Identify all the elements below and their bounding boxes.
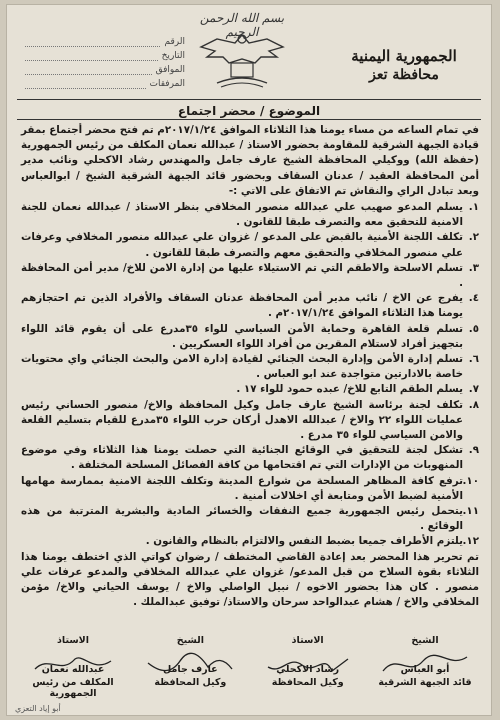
item-number: ١. [468, 201, 479, 214]
photo-credit: أبو إياد التعزي [15, 704, 61, 713]
ref-label: الموافق [155, 65, 185, 75]
letterhead [7, 5, 491, 97]
item-number: ٧. [468, 383, 479, 396]
item-text: يسلم الطقم التابع للاخ/ عبده حمود للواء ١٧ . [236, 383, 463, 396]
item-text: تكلف لجنة برئاسة الشيخ عارف جامل وكيل المحافظة والاخ/ منصور الحساني رئيس عمليات اللواء ٢٢ والاخ / عبدالله الاهدل أركان حرب اللواء ٣٥مدرع للقيام بتسليم القلعة والامن السياسي للواء ٣٥ مدرع . [21, 398, 463, 442]
agreement-item [21, 291, 479, 321]
signatures [17, 635, 481, 707]
agreement-item [21, 230, 479, 260]
agreement-items [21, 200, 479, 550]
item-text: تسلم قلعة القاهرة وحماية الأمن السياسي للواء ٣٥مدرع على أن يقوم قائد اللواء بتجهيز أفراد لاستلام المقرين من أفراد اللواء العسكريين . [21, 322, 463, 350]
signature-name: أبو العباس [400, 664, 450, 675]
signature-block [134, 635, 246, 707]
document-page [6, 4, 492, 716]
signature-title: المكلف من رئيس الجمهورية [32, 677, 114, 699]
signature-title: وكيل المحافظة [271, 677, 344, 688]
item-text: ترفع كافة المظاهر المسلحة من شوارع المدينة وتكلف اللجنة الامنية بممارسة مهامها الأمنية لضبط الأمن ومتابعة أي اخلالات أمنية . [21, 474, 463, 502]
agreement-item [21, 382, 479, 397]
republic-title [339, 47, 469, 83]
ref-corresponding-row [25, 63, 185, 77]
signature-title: وكيل المحافظة [154, 677, 227, 688]
item-text: يلتزم الأطراف جميعا بضبط النفس والالتزام بالنظام والقانون . [145, 535, 463, 548]
signature-role: الشيخ [176, 635, 204, 646]
item-text: تسلم إدارة الأمن وإدارة البحث الجنائي لقيادة إدارة الامن والبحث الجنائي واي محتويات خاصة بالادارتين متواجدة عند ابو العباس . [21, 353, 463, 381]
ref-label: المرفقات [149, 79, 185, 89]
governorate-name: محافظة تعز [369, 67, 439, 83]
item-text: تشكل لجنة للتحقيق في الوقائع الجنائية التي حصلت يومنا هذا الثلاثاء وفي موضوع المنهوبات من الإدارات التي تم اقتحامها من كافة الفصائل المسلحة المختلفة . [21, 444, 463, 472]
signature-block [252, 635, 364, 707]
country-name: الجمهورية اليمنية [351, 47, 457, 65]
signature-role: الشيخ [411, 635, 439, 646]
handwritten-signature [144, 649, 236, 679]
signature-block [17, 635, 129, 707]
item-number: ٤. [468, 292, 479, 305]
agreement-item [21, 504, 479, 534]
item-text: يتحمل رئيس الجمهورية جميع النفقات والخسائر المادية والبشرية المترتبة من هذه الوقائع . [21, 505, 463, 533]
agreement-item [21, 322, 479, 352]
item-number: ٨. [468, 398, 479, 411]
agreement-item [21, 261, 479, 291]
ref-label: التاريخ [161, 51, 185, 61]
ref-label: الرقم [164, 37, 185, 47]
ref-number-row [25, 35, 185, 49]
ref-attachments-row [25, 77, 185, 91]
subject-line: الموضوع / محضر اجتماع [177, 104, 321, 118]
agreement-item [21, 443, 479, 473]
eagle-emblem-icon [187, 13, 297, 93]
item-number: ٣. [468, 261, 479, 274]
handwritten-signature [379, 649, 471, 679]
signature-name: عارف جامل [163, 664, 218, 675]
signature-role: الاستاذ [291, 635, 324, 646]
signature-name: عبدالله نعمان [41, 664, 105, 675]
signature-name: رشاد الاكحلي [276, 664, 340, 675]
item-text: تكلف اللجنة الأمنية بالقبض على المدعو / غزوان علي عبدالله منصور المخلافي وعرفات علي منصور المخلافي والتحقيق معهم والتصرف طبقا للقانون . [21, 231, 463, 259]
agreement-item [21, 352, 479, 382]
intro-paragraph: في تمام الساعه من مساء يومنا هذا الثلاثاء الموافق ٢٠١٧/١/٢٤م تم فتح محضر أجتماع بمقر قيادة الجبهة الشرقية للمقاومة بحضور الاستاذ / عبدالله نعمان المكلف من رئيس الجمهورية (حفظة الله) ووكيلي المحافظة الشيخ عارف جامل والمهندس رشاد الاكحلي ونائب مدير أمن المحافظة العقيد / عدنان السقاف وبحضور قائد الجبهة الشرقية الشيخ / ابوالعباس وبعد تبادل الراي والنقاش تم الاتفاق على الاتي :- [21, 124, 480, 197]
subject-divider [17, 119, 481, 120]
agreement-item [21, 398, 479, 444]
handwritten-signature [262, 649, 354, 679]
item-number: ٦. [468, 353, 479, 366]
ref-date-row [25, 49, 185, 63]
item-number: ١٠. [462, 474, 479, 487]
item-text: يفرج عن الاخ / نائب مدير أمن المحافظة عدنان السقاف والأفراد الذين تم احتجازهم يومنا هذا الثلاثاء الموافق ٢٠١٧/١/٢٤م . [21, 292, 463, 320]
header-divider [17, 99, 481, 100]
minutes-body [21, 123, 479, 612]
handwritten-signature [27, 649, 119, 679]
agreement-item [21, 534, 479, 549]
signature-role: الاستاذ [57, 635, 90, 646]
item-number: ٩. [468, 444, 479, 457]
reference-fields [25, 35, 185, 91]
item-text: يسلم المدعو صهيب علي عبدالله منصور المخلافي بنظر الاستاذ / عبدالله نعمان للجنة الامنية للتحقيق معه والتصرف طبقا للقانون . [21, 201, 463, 229]
agreement-item [21, 474, 479, 504]
item-number: ٢. [468, 231, 479, 244]
item-number: ١١. [462, 505, 479, 518]
signature-title: قائد الجبهة الشرقية [378, 677, 472, 688]
item-number: ١٢. [462, 535, 479, 548]
basmala: بسم الله الرحمن الرحيم [199, 11, 285, 39]
item-text: تسلم الاسلحة والاطقم التي تم الاستيلاء عليها من إدارة الامن للاخ/ مدير أمن المحافظة . [21, 261, 463, 290]
closing-paragraph: تم تحرير هذا المحضر بعد إعادة القاضي المختطف / رضوان كواتي الذي اختطف يومنا هذا الثلاثاء بقوة السلاح من قبل المدعو/ غزوان علي عبدالله المخلافي والمدعو عرفات علي منصور . كان هذا بحضور الاخوه / نبيل الواصلي والاخ / يوسف الحياني والاخ/ مؤمن المخلافي والاخ / هشام عبدالواحد سرحان والاستاذ/ توفيق عبدالملك . [21, 550, 479, 609]
signature-block [369, 635, 481, 707]
item-number: ٥. [468, 322, 479, 335]
agreement-item [21, 200, 479, 230]
